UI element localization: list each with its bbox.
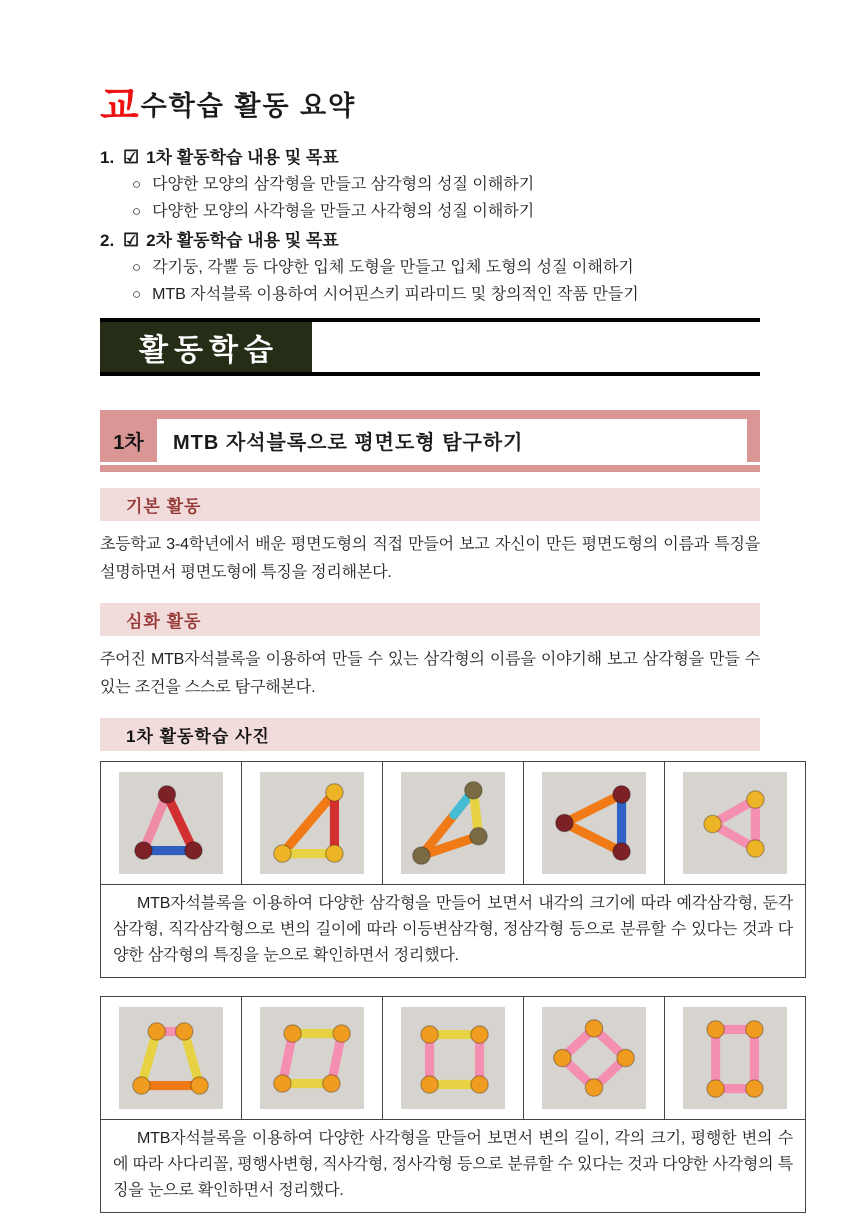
equilateral-triangle-photo-image <box>683 772 787 874</box>
summary-heading-text: 2차 활동학습 내용 및 목표 <box>146 231 339 250</box>
isosceles-triangle-photo <box>524 762 665 885</box>
square-photo <box>383 997 524 1120</box>
page-title <box>100 84 760 126</box>
trapezoid-photo-image <box>119 1007 223 1109</box>
summary-item <box>100 254 760 281</box>
triangle-caption-row <box>101 885 806 978</box>
triangle-photo-caption: MTB자석블록을 이용하여 다양한 삼각형을 만들어 보면서 내각의 크기에 따라 예각삼각형, 둔각삼각형, 직각삼각형으로 변의 길이에 따라 이등변삼각형, 정삼각형 등으로 분류할 수 있다는 것과 다양한 삼각형의 특징을 눈으로 확인하면서 정리했다. <box>101 885 806 978</box>
rhombus-photo <box>524 997 665 1120</box>
right-triangle-photo-image <box>260 772 364 874</box>
parallelogram-photo <box>242 997 383 1120</box>
isosceles-triangle-photo-image <box>542 772 646 874</box>
list-number: 2. <box>100 231 115 250</box>
summary-list <box>100 144 760 308</box>
title-text: 수학습 활동 요약 <box>140 91 357 121</box>
equilateral-triangle-photo <box>665 762 806 885</box>
rectangle-photo <box>665 997 806 1120</box>
basic-activity-text: 초등학교 3-4학년에서 배운 평면도형의 직접 만들어 보고 자신이 만든 평면도형의 이름과 특징을 설명하면서 평면도형에 특징을 정리해본다. <box>100 536 760 581</box>
quadrilateral-photo-caption: MTB자석블록을 이용하여 다양한 사각형을 만들어 보면서 변의 길이, 각의 크기, 평행한 변의 수에 따라 사다리꼴, 평행사변형, 직사각형, 정사각형 등으로 분류할 수 있다는 것과 다양한 사각형의 특징을 눈으로 확인하면서 정리했다. <box>101 1120 806 1213</box>
acute-triangle-photo-image <box>119 772 223 874</box>
title-drop-cap: 교 <box>100 84 141 128</box>
checkbox-checked-icon: ☑ <box>123 147 140 167</box>
advanced-activity-text: 주어진 MTB자석블록을 이용하여 만들 수 있는 삼각형의 이름을 이야기해 보고 삼각형을 만들 수 있는 조건을 스스로 탐구해본다. <box>100 651 760 696</box>
summary-item-text: 각기둥, 각뿔 등 다양한 입체 도형을 만들고 입체 도형의 성질 이해하기 <box>152 259 634 276</box>
triangle-photo-table <box>100 761 806 978</box>
session-header-bottom-bar <box>100 465 760 472</box>
band-photo-section: 1차 활동학습 사진 <box>100 718 760 751</box>
banner-label-box <box>100 322 312 372</box>
summary-heading <box>100 227 760 254</box>
summary-item-text: 다양한 모양의 사각형을 만들고 사각형의 성질 이해하기 <box>152 203 535 220</box>
summary-item <box>100 281 760 308</box>
summary-item-text: 다양한 모양의 삼각형을 만들고 삼각형의 성질 이해하기 <box>152 176 535 193</box>
band-advanced-activity: 심화 활동 <box>100 603 760 636</box>
quadrilateral-photo-row <box>101 997 806 1120</box>
circle-bullet-icon: ○ <box>132 203 142 220</box>
session-title: MTB 자석블록으로 평면도형 탐구하기 <box>157 419 747 462</box>
summary-heading <box>100 144 760 171</box>
session-number-badge: 1차 <box>100 419 157 462</box>
summary-item <box>100 171 760 198</box>
banner-label: 활동학습 <box>139 334 279 367</box>
rectangle-photo-image <box>683 1007 787 1109</box>
summary-heading-text: 1차 활동학습 내용 및 목표 <box>146 148 339 167</box>
quadrilateral-photo-table <box>100 996 806 1213</box>
session-header-row <box>100 419 760 462</box>
summary-item <box>100 198 760 225</box>
checkbox-checked-icon: ☑ <box>123 230 140 250</box>
rhombus-photo-image <box>542 1007 646 1109</box>
trapezoid-photo <box>101 997 242 1120</box>
session-header-top-bar <box>100 410 760 419</box>
circle-bullet-icon: ○ <box>132 259 142 276</box>
circle-bullet-icon: ○ <box>132 176 142 193</box>
quadrilateral-caption-row <box>101 1120 806 1213</box>
obtuse-triangle-photo <box>383 762 524 885</box>
list-number: 1. <box>100 148 115 167</box>
summary-item-text: MTB 자석블록 이용하여 시어핀스키 피라미드 및 창의적인 작품 만들기 <box>152 286 639 303</box>
table-gap <box>100 978 760 990</box>
right-triangle-photo <box>242 762 383 885</box>
obtuse-triangle-photo-image <box>401 772 505 874</box>
square-photo-image <box>401 1007 505 1109</box>
session-header-right-bar <box>747 419 760 462</box>
band-basic-activity: 기본 활동 <box>100 488 760 521</box>
summary-group-1 <box>100 144 760 225</box>
session-header <box>100 410 760 472</box>
parallelogram-photo-image <box>260 1007 364 1109</box>
triangle-photo-row <box>101 762 806 885</box>
summary-group-2 <box>100 227 760 308</box>
circle-bullet-icon: ○ <box>132 286 142 303</box>
acute-triangle-photo <box>101 762 242 885</box>
activity-banner <box>100 318 760 376</box>
